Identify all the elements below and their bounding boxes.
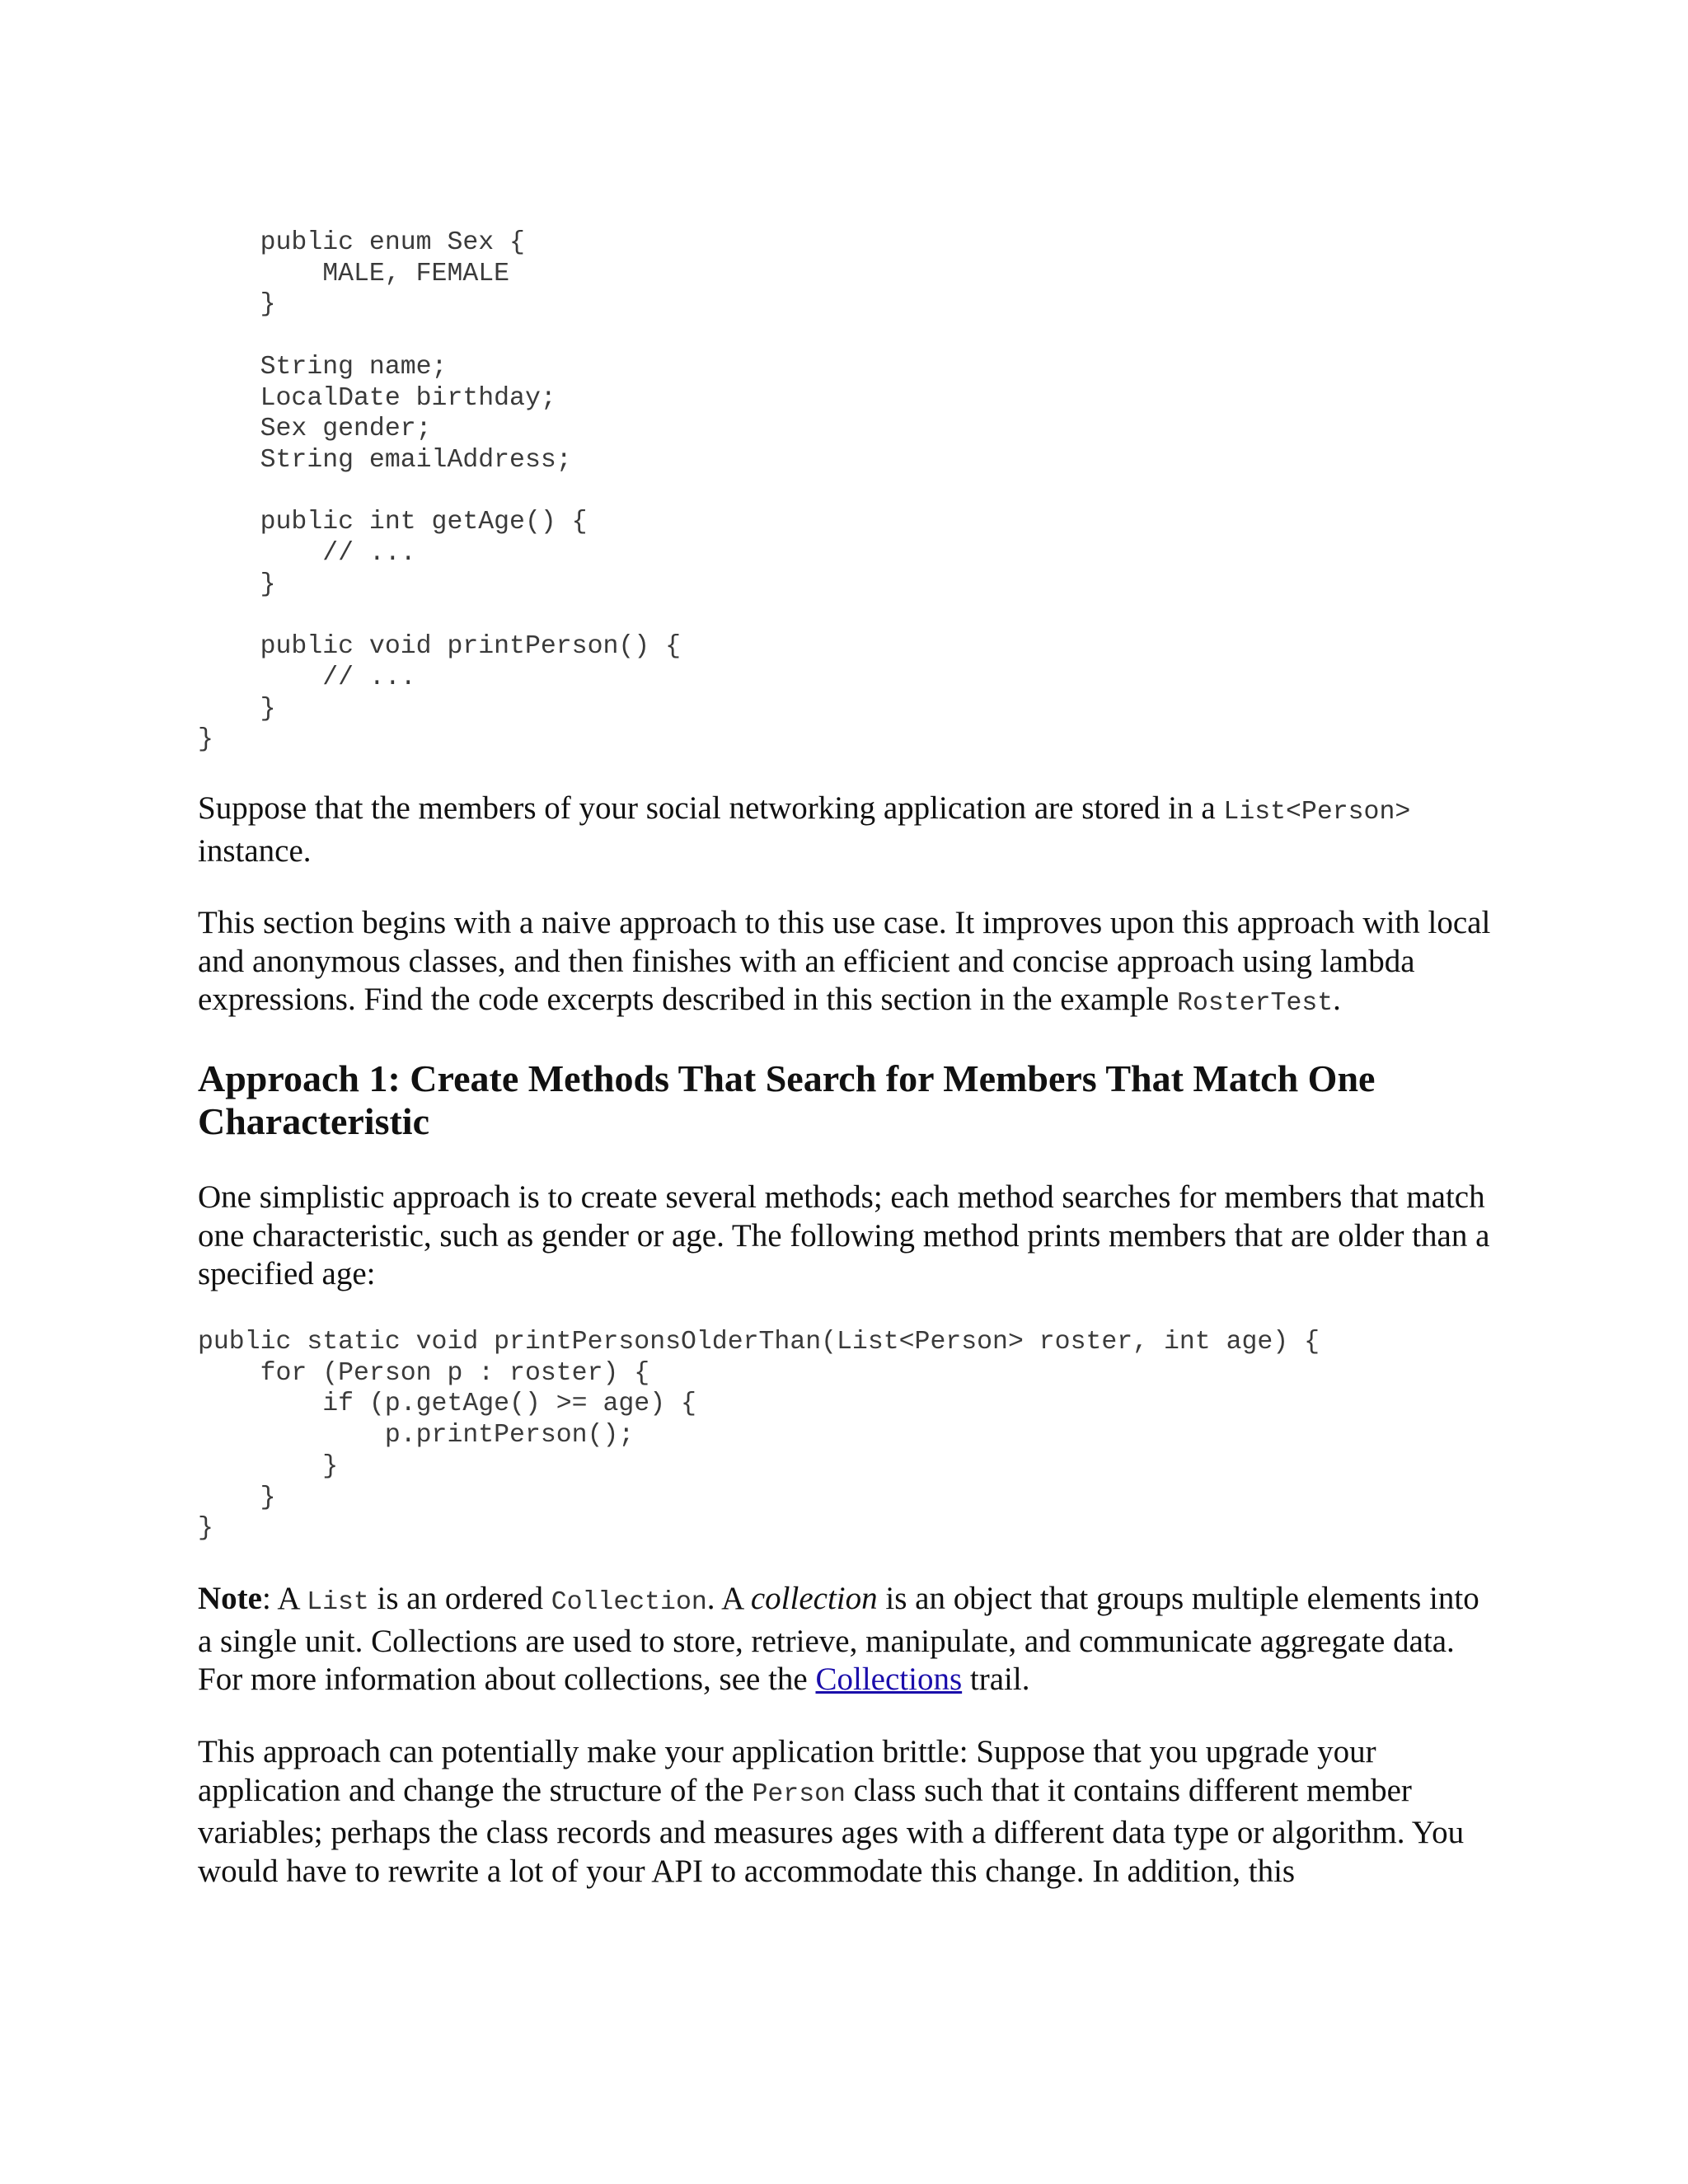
note-label: Note [198, 1581, 262, 1616]
paragraph-text: : A [261, 1581, 307, 1616]
paragraph-text: trail. [962, 1661, 1030, 1697]
collections-trail-link[interactable]: Collections [815, 1661, 963, 1697]
paragraph-brittle-approach [198, 1733, 1500, 1891]
paragraph-text: This section begins with a naive approach to this use case. It improves upon this approach with local and anonymous classes, and then finishes with an efficient and concise approach using lambda expressions. Find the code excerpts described in this section in the example [198, 905, 1491, 1017]
paragraph-text: is an object that groups multiple elements into a single unit. Collections are used to store, retrieve, manipulate, and communicate aggregate data. For more information about collections, see the [198, 1581, 1479, 1697]
inline-code-list: List [307, 1588, 369, 1617]
paragraph-text: . A [706, 1581, 751, 1616]
code-block-print-persons-older-than: public static void printPersonsOlderThan(List<Person> roster, int age) { for (Person p : roster) { if (p.getAge() >= age) { p.printPerson(); } } } [198, 1328, 1320, 1544]
paragraph-text: is an ordered [368, 1581, 551, 1616]
paragraph-text: Suppose that the members of your social networking application are stored in a [198, 790, 1224, 826]
inline-code-rostertest: RosterTest [1177, 989, 1334, 1018]
paragraph-text: This approach can potentially make your application brittle: Suppose that you upgrade your application and change the structure of the [198, 1734, 1376, 1808]
paragraph-section-intro [198, 904, 1500, 1024]
note-paragraph [198, 1580, 1500, 1699]
inline-code-list-person: List<Person> [1223, 798, 1411, 827]
paragraph-text: . [1333, 982, 1341, 1017]
section-heading-approach-1: Approach 1: Create Methods That Search for Members That Match One Characteristic [198, 1057, 1376, 1142]
inline-code-collection: Collection [551, 1588, 707, 1617]
inline-code-person: Person [752, 1779, 846, 1809]
paragraph-text: class such that it contains different member variables; perhaps the class records and measures ages with a different data type or algorithm. You would have to rewrite a lot of your API to accommodate this change. In addition, this [198, 1772, 1465, 1889]
paragraph-list-person [198, 790, 1500, 870]
code-block-person-class: public enum Sex { MALE, FEMALE } String name; LocalDate birthday; Sex gender; String emailAddress; public int getAge() { // ... } public void printPerson() { // ... } } [198, 228, 681, 755]
paragraph-simplistic-approach: One simplistic approach is to create several methods; each method searches for members that match one characteristic, such as gender or age. The following method prints members that are older than a specified age: [198, 1179, 1490, 1291]
italic-collection: collection [750, 1581, 878, 1616]
paragraph-text: instance. [198, 832, 312, 869]
